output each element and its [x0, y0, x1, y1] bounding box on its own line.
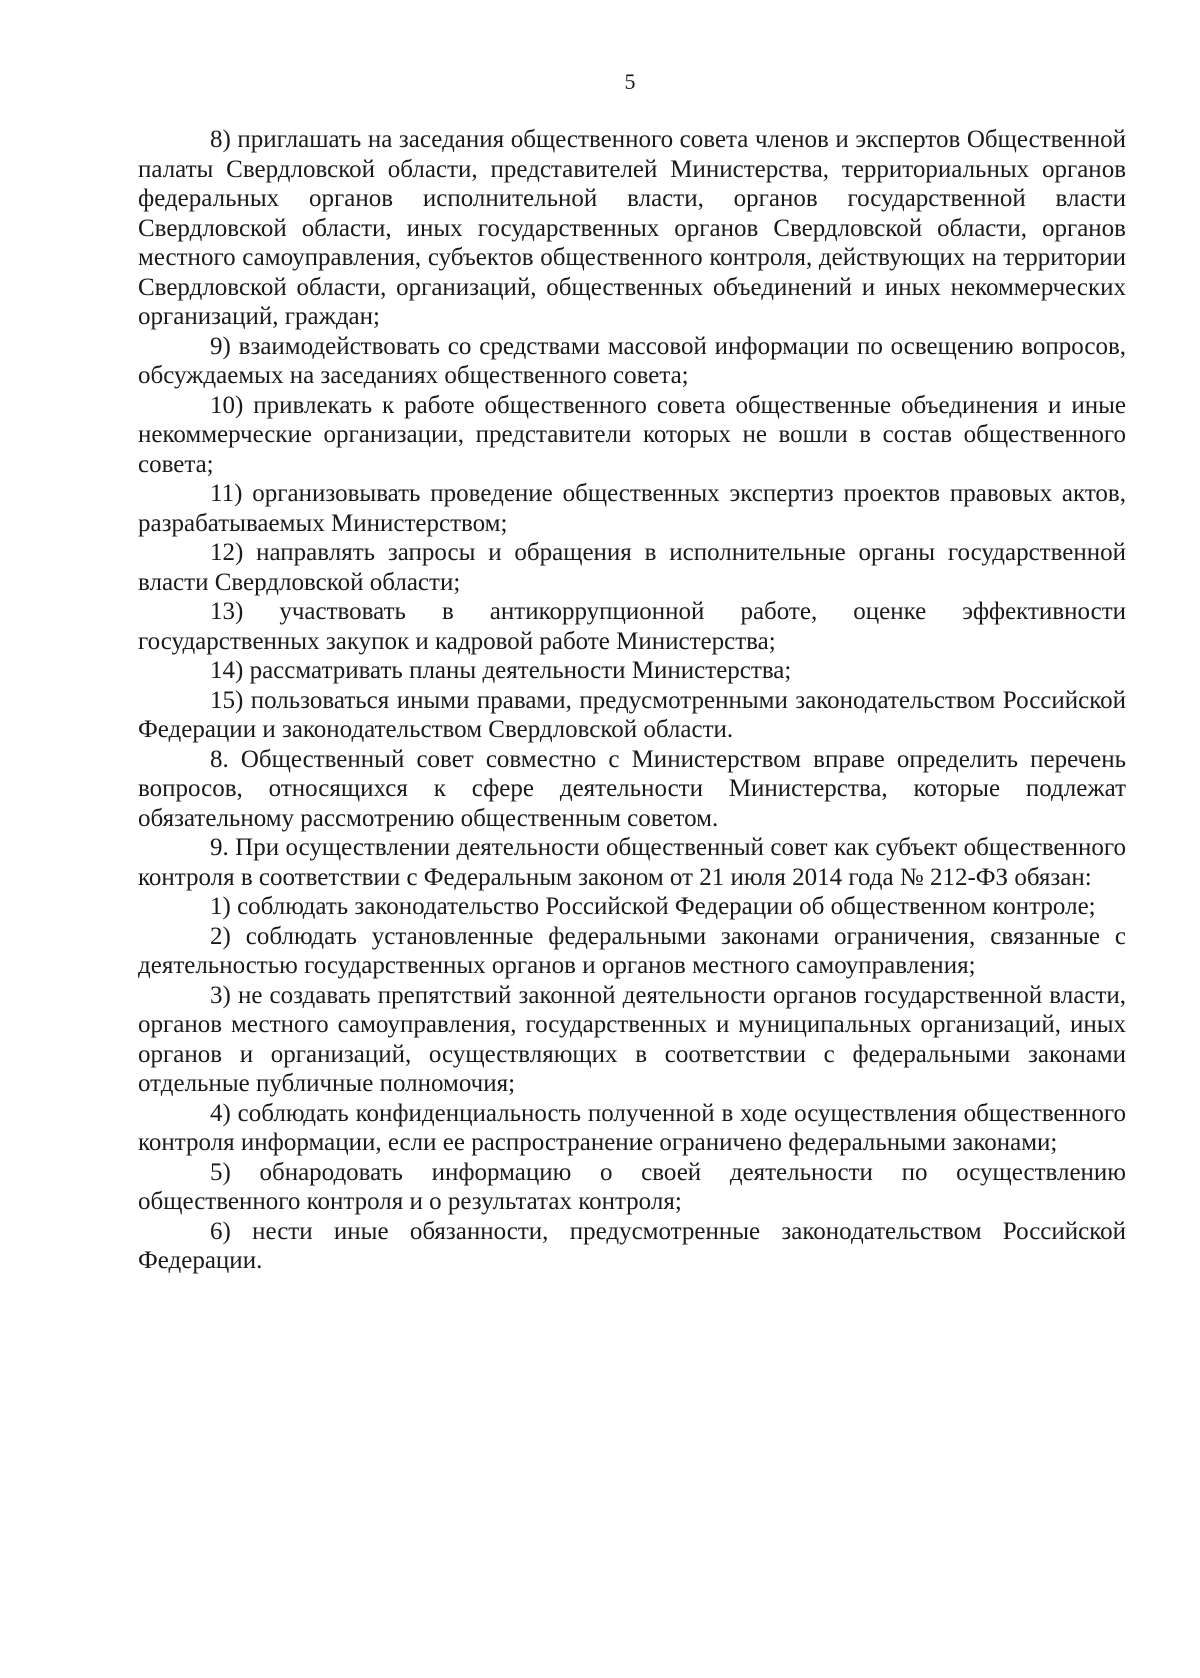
paragraph-duty-3: 3) не создавать препятствий законной деятельности органов государственной власти, органов местного самоуправления, государственных и муниципальных организаций, иных органов и организаций, осуществляющих в соответствии с федеральными законами отдельные публичные полномочия; — [138, 981, 1126, 1097]
paragraph-duty-6: 6) нести иные обязанности, предусмотренные законодательством Российской Федерации. — [138, 1217, 1126, 1274]
paragraph-item-15: 15) пользоваться иными правами, предусмотренными законодательством Российской Федерации и законодательством Свердловской области. — [138, 686, 1126, 743]
paragraph-item-14: 14) рассматривать планы деятельности Министерства; — [210, 657, 792, 684]
paragraph-item-13: 13) участвовать в антикоррупционной работе, оценке эффективности государственных закупок и кадровой работе Министерства; — [138, 598, 1126, 655]
paragraph-item-9: 9) взаимодействовать со средствами массовой информации по освещению вопросов, обсуждаемых на заседаниях общественного совета; — [138, 332, 1126, 389]
paragraph-item-8: 8) приглашать на заседания общественного совета членов и экспертов Общественной палаты Свердловской области, представителей Министерства, территориальных органов федеральных органов исполнительной власти, органов государственной власти Свердловской области, иных государственных органов Свердловской области, органов местного самоуправления, субъектов общественного контроля, действующих на территории Свердловской области, организаций, общественных объединений и иных некоммерческих организаций, граждан; — [138, 126, 1126, 330]
paragraph-clause-9: 9. При осуществлении деятельности общественный совет как субъект общественного контроля в соответствии с Федеральным законом от 21 июля 2014 года № 212-ФЗ обязан: — [138, 834, 1126, 891]
paragraph-item-12: 12) направлять запросы и обращения в исполнительные органы государственной власти Свердловской области; — [138, 539, 1126, 596]
paragraph-duty-4: 4) соблюдать конфиденциальность полученной в ходе осуществления общественного контроля информации, если ее распространение ограничено федеральными законами; — [138, 1099, 1126, 1156]
paragraph-item-10: 10) привлекать к работе общественного совета общественные объединения и иные некоммерческие организации, представители которых не вошли в состав общественного совета; — [138, 391, 1126, 478]
paragraph-duty-2: 2) соблюдать установленные федеральными законами ограничения, связанные с деятельностью государственных органов и органов местного самоуправления; — [138, 922, 1126, 979]
paragraph-duty-1: 1) соблюдать законодательство Российской Федерации об общественном контроле; — [210, 893, 1096, 920]
page-number: 5 — [624, 69, 636, 94]
paragraph-duty-5: 5) обнародовать информацию о своей деятельности по осуществлению общественного контроля и о результатах контроля; — [138, 1158, 1126, 1215]
paragraph-item-11: 11) организовывать проведение общественных экспертиз проектов правовых актов, разрабатываемых Министерством; — [138, 480, 1126, 537]
document-body — [138, 125, 1126, 1276]
paragraph-clause-8: 8. Общественный совет совместно с Министерством вправе определить перечень вопросов, относящихся к сфере деятельности Министерства, которые подлежат обязательному рассмотрению общественным советом. — [138, 745, 1126, 832]
